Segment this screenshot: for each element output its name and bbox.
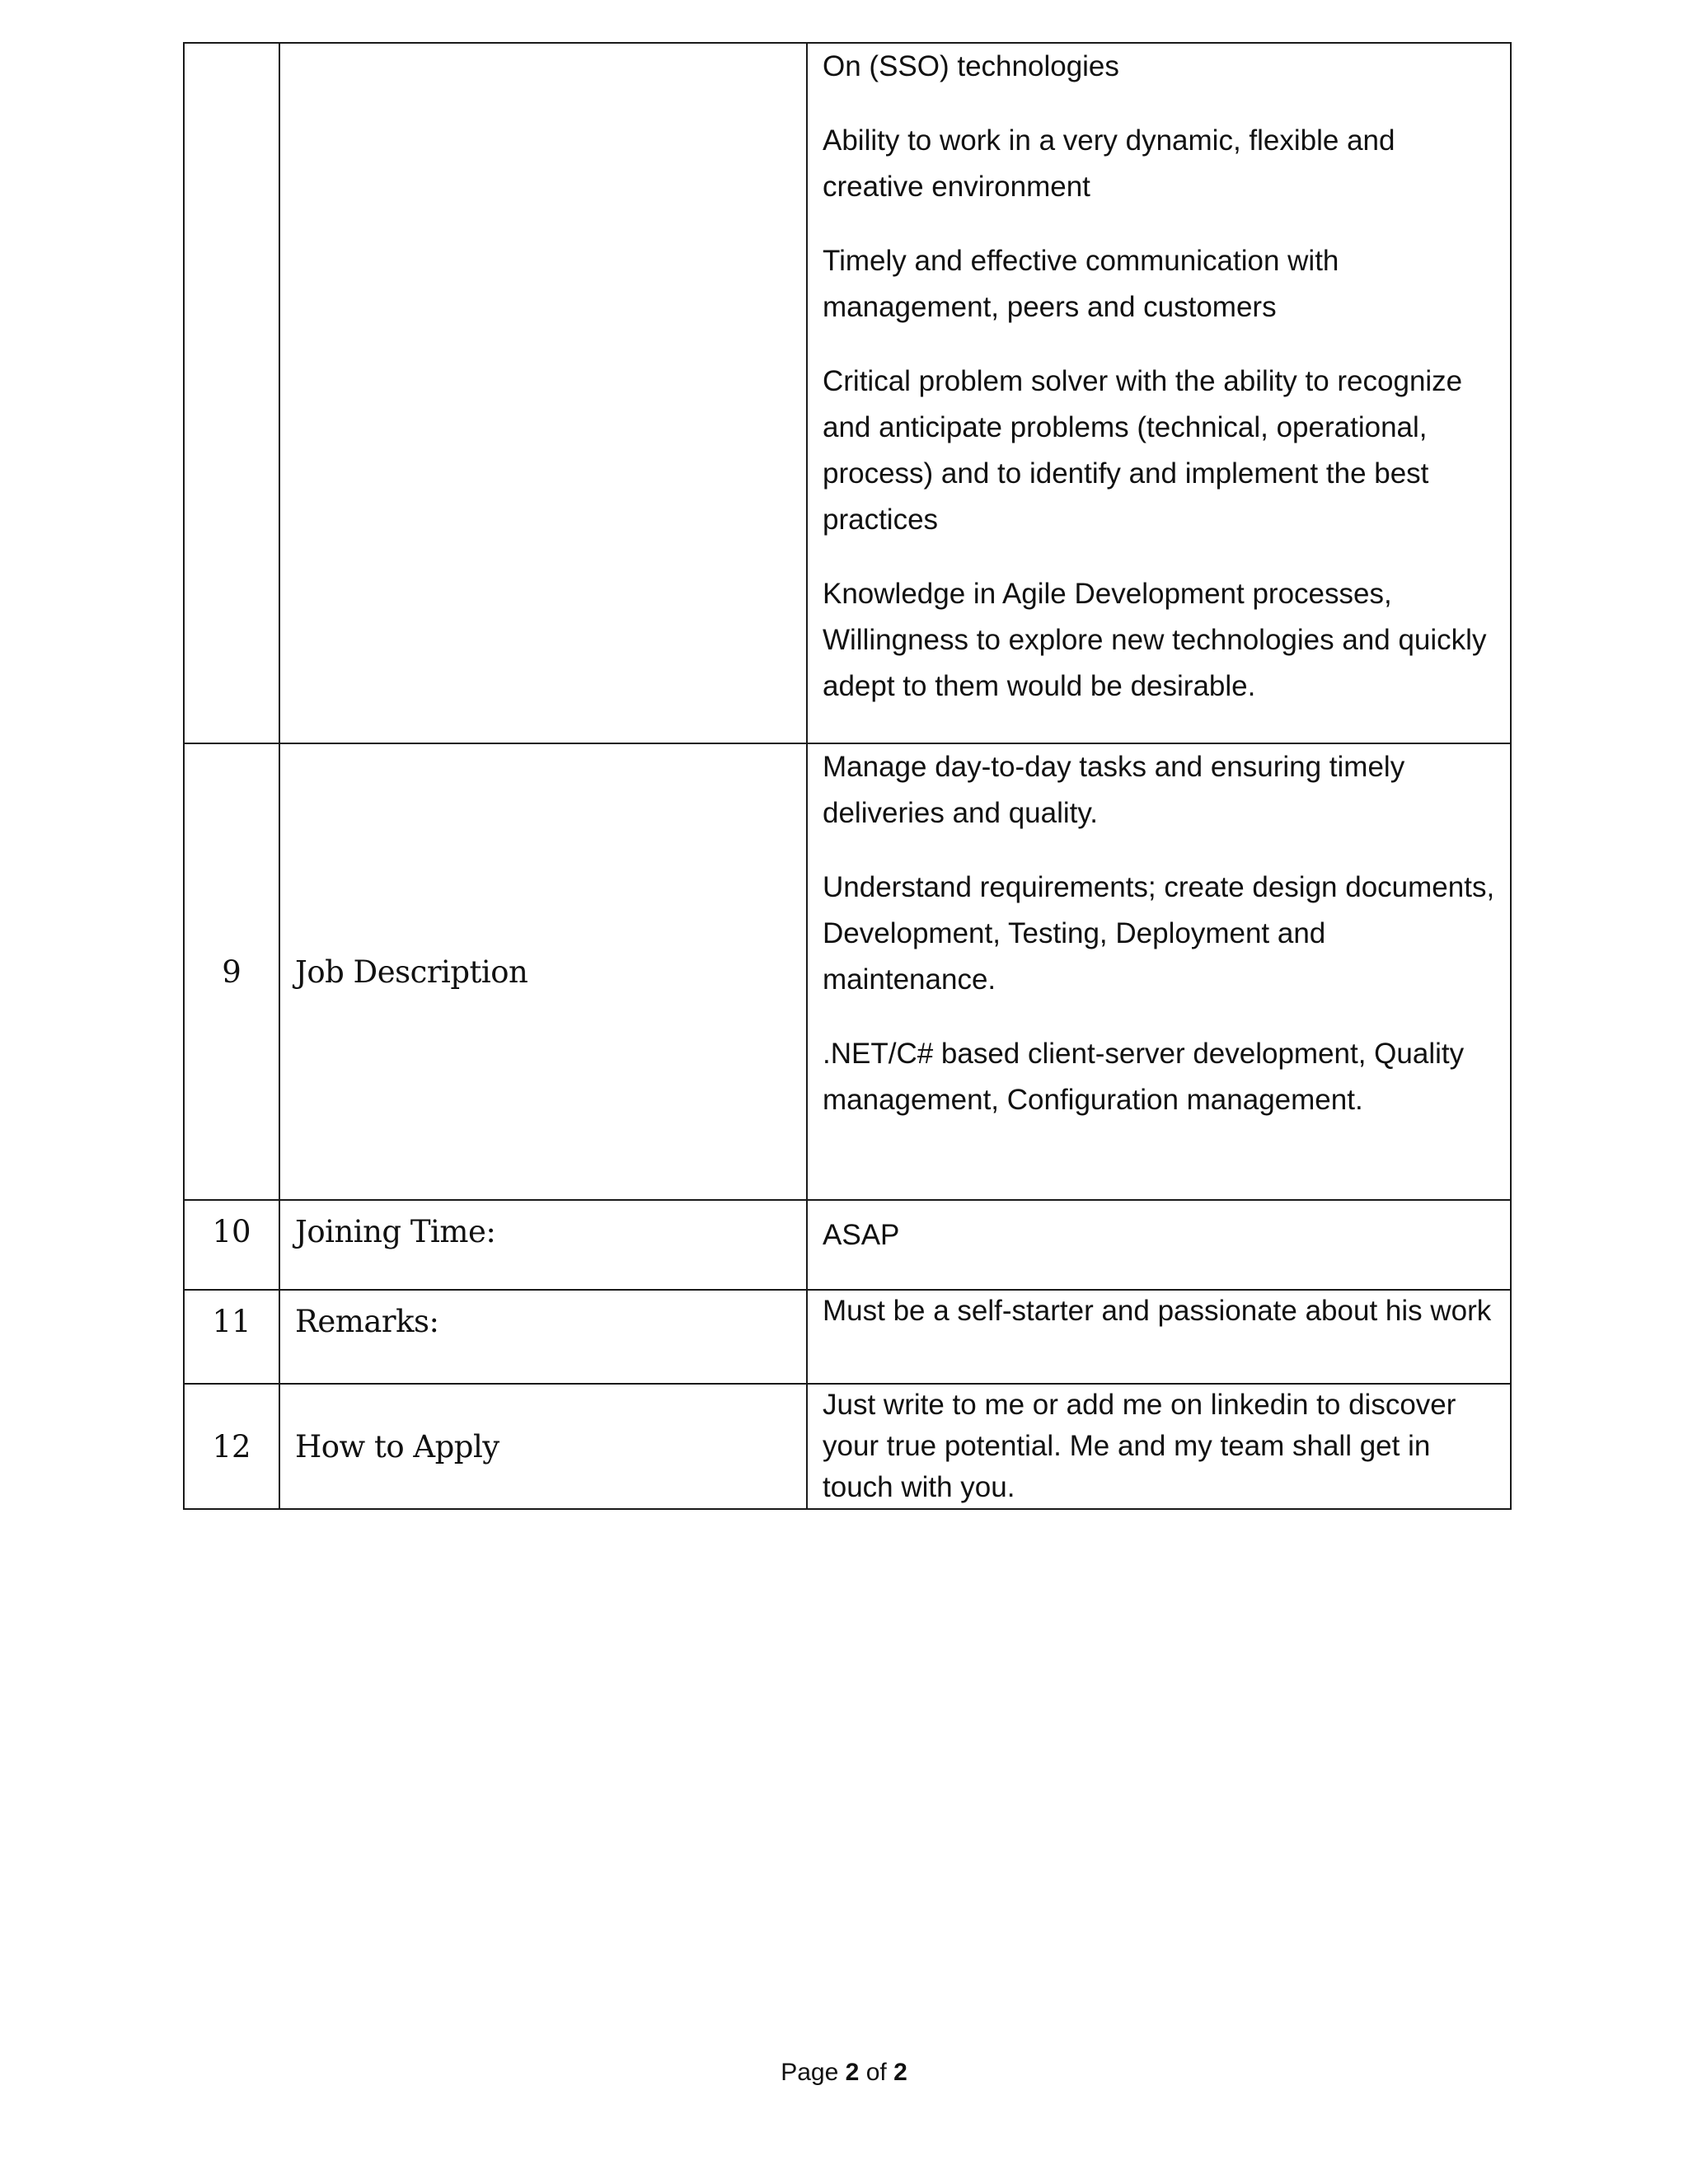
row-label-cell [279, 43, 807, 743]
table-row-continuation [184, 43, 1511, 743]
description-item: Knowledge in Agile Development processes, Willingness to explore new technologies and quickly adept to them would be desirable. [823, 578, 1487, 702]
description-item: On (SSO) technologies [823, 50, 1119, 82]
row-description-cell [807, 743, 1511, 1200]
row-value: Just write to me or add me on linkedin to discover your true potential. Me and my team shall get in touch with you. [807, 1384, 1511, 1509]
row-number-cell [184, 43, 279, 743]
table-row-remarks [184, 1290, 1511, 1384]
table-row-how-to-apply [184, 1384, 1511, 1509]
page-footer [0, 2059, 1688, 2087]
description-item: Manage day-to-day tasks and ensuring timely deliveries and quality. [823, 751, 1405, 829]
description-item: Understand requirements; create design documents, Development, Testing, Deployment and maintenance. [823, 871, 1495, 996]
row-value: Must be a self-starter and passionate about his work [807, 1290, 1511, 1384]
row-number: 12 [184, 1384, 279, 1509]
row-number: 11 [184, 1290, 279, 1384]
row-value: ASAP [807, 1200, 1511, 1290]
row-label: How to Apply [279, 1384, 807, 1509]
row-label: Remarks: [279, 1290, 807, 1384]
row-number: 10 [184, 1200, 279, 1290]
row-number: 9 [184, 743, 279, 1200]
job-details-table [183, 42, 1512, 1510]
page-word: Page [781, 2059, 839, 2086]
of-word: of [865, 2059, 887, 2086]
row-description-cell [807, 43, 1511, 743]
current-page-number: 2 [845, 2059, 860, 2086]
row-label: Job Description [279, 743, 807, 1200]
total-pages-number: 2 [893, 2059, 907, 2086]
description-item: .NET/C# based client-server development, Quality management, Configuration management. [823, 1038, 1465, 1116]
description-item: Timely and effective communication with management, peers and customers [823, 245, 1339, 323]
description-item: Ability to work in a very dynamic, flexible and creative environment [823, 124, 1395, 203]
description-item: Critical problem solver with the ability to recognize and anticipate problems (technical, operational, process) and to identify and implement the best practices [823, 365, 1463, 536]
table-row-joining-time [184, 1200, 1511, 1290]
row-label: Joining Time: [279, 1200, 807, 1290]
table-row-job-description [184, 743, 1511, 1200]
